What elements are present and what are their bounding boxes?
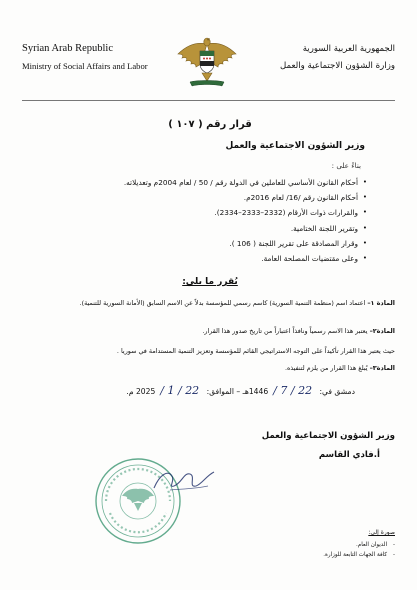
preamble-item: • والقرارات ذوات الأرقام (2332–2333–2334). [67,205,367,220]
preamble-item: • أحكام القانون رقم /16/ لعام 2016م. [67,190,367,205]
article-3-text: يُبلغ هذا القرار من يلزم لتنفيذه. [284,364,370,372]
decree-date [126,384,355,397]
article-3-label: المادة٣– [369,364,395,372]
article-1-text: اعتماد اسم (منظمة التنمية السورية) كاسم رسمي للمؤسسة بدلاً عن الاسم السابق (الأمانة السورية للتنمية). [79,299,368,307]
country-name-ar: الجمهورية العربية السورية [302,44,395,54]
article-2 [20,325,395,338]
preamble-list [67,175,367,266]
preamble-item: • أحكام القانون الأساسي للعاملين في الدولة رقم / 50 / لعام 2004م وتعديلاته. [67,175,367,190]
article-2-label: المادة٢– [369,327,395,335]
date-gregorian-handwritten: 22 / 1 / [160,384,200,397]
copy-recipient: - كافة الجهات التابعة للوزارة. [323,550,395,560]
copy-recipient: - الديوان العام. [323,540,395,550]
decides-heading: يُقرر ما يلي: [182,277,238,287]
date-prefix: دمشق في: [319,387,355,396]
syrian-eagle-emblem-icon [174,34,240,90]
signatory-title: وزير الشؤون الاجتماعية والعمل [261,431,395,441]
article-3 [20,362,395,375]
article-2-continuation: حيث يعتبر هذا القرار تأكيداً على التوجه الاستراتيجي القائم للمؤسسة وتعزيز التنمية المستدامة في سوريا . [116,347,395,355]
preamble-item: • وقرار المصادقة على تقرير اللجنة ( 106 ). [67,236,367,251]
date-gregorian-suffix: 2025 م. [126,387,156,396]
preamble-item: • وعلى مقتضيات المصلحة العامة. [67,251,367,266]
header-divider [22,100,395,101]
decree-number-title: قرار رقم ( ١٠٧ ) [168,119,252,130]
letterhead-english [22,42,172,73]
ministry-name-ar: وزارة الشؤون الاجتماعية والعمل [280,61,395,71]
copies-list [323,540,395,560]
country-name-en: Syrian Arab Republic [22,43,113,54]
preamble-intro: بناءً على : [331,161,361,170]
handwritten-signature [150,462,220,496]
date-hijri-suffix: 1446هـ – الموافق: [206,387,269,396]
signatory-name: أ.فادي القاسم [318,450,380,460]
copies-heading: صورة إلى: [368,529,395,536]
article-1-label: المادة ١– [367,299,395,307]
letterhead-arabic [245,42,395,73]
ministry-name-en: Ministry of Social Affairs and Labor [22,61,148,71]
issuer-title: وزير الشؤون الاجتماعية والعمل [225,141,365,151]
preamble-item: • وتقرير اللجنة الختامية. [67,221,367,236]
date-hijri-handwritten: 22 / 7 / [273,384,313,397]
article-2-text: يعتبر هذا الاسم رسمياً ونافذاً اعتباراً من تاريخ صدور هذا القرار. [202,327,370,335]
article-1 [20,297,395,310]
